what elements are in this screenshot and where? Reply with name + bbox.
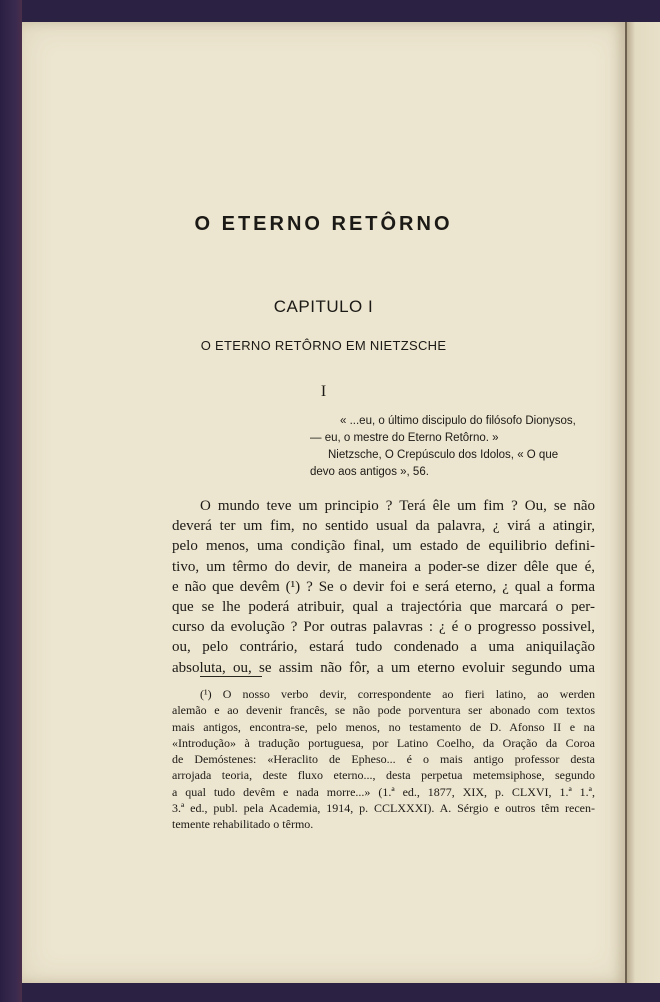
footnote-line: mais antigos, encontra-se, pelo menos, no testamento de D. Afonso II e na <box>172 719 595 734</box>
body-line: absoluta, ou, se assim não fôr, a um eterno evoluir segundo uma <box>172 659 595 676</box>
body-line: que se lhe poderá atribuir, qual a trajectória que marcará o per- <box>172 599 595 616</box>
epigraph-line: Nietzsche, O Crepúsculo dos Idolos, « O que <box>328 449 559 461</box>
epigraph-line: devo aos antigos », 56. <box>310 466 429 478</box>
body-line: ou, pelo contrário, estará tudo condenado a uma aniquilação <box>172 639 595 656</box>
chapter-subtitle: O ETERNO RETÔRNO EM NIETZSCHE <box>200 338 447 353</box>
footnote-line: temente rehabilitado o têrmo. <box>172 817 314 832</box>
footnote-line: 3.ª ed., publ. pela Academia, 1914, p. CCLXXXI). A. Sérgio e outros têm recen- <box>172 801 595 816</box>
epigraph <box>310 413 600 481</box>
section-number: I <box>320 383 327 400</box>
epigraph-line: — eu, o mestre do Eterno Retôrno. » <box>310 432 499 444</box>
body-line: O mundo teve um principio ? Terá êle um fim ? Ou, se não <box>200 498 595 514</box>
body-line: deverá ter um fim, no sentido usual da palavra, ¿ virá a atingir, <box>172 518 595 535</box>
footnote-line: a qual tudo devêm e nada morre...» (1.ª ed., 1877, XIX, p. CLXVI, 1.ª 1.ª, <box>172 784 595 799</box>
chapter-heading: CAPITULO I <box>273 297 374 316</box>
footnote-line: de Demóstenes: «Heraclito de Epheso... é o mais antigo professor desta <box>172 752 595 767</box>
page-title: O ETERNO RETÔRNO <box>194 213 453 235</box>
body-line: tivo, um têrmo do devir, de maneira a poder-se dizer dêle que é, <box>172 558 595 575</box>
footnote-line: arrojada teoria, deste fluxo eterno..., desta perpetua metemsiphose, segundo <box>172 768 595 783</box>
footnote-line: alemão e ao devenir francês, se não pode porventura ser abonado com textos <box>172 703 595 718</box>
body-line: e não que devêm (¹) ? Se o devir foi e será eterno, ¿ qual a forma <box>172 578 595 595</box>
epigraph-line: « ...eu, o último discipulo do filósofo Dionysos, <box>340 415 576 427</box>
footnote <box>172 686 595 833</box>
footnote-divider <box>200 676 262 677</box>
footnote-line: «Introdução» à tradução portuguesa, por Latino Coelho, da Oração da Coroa <box>172 735 595 750</box>
body-paragraph <box>172 496 595 678</box>
adjacent-page-edge <box>627 22 660 983</box>
body-line: pelo menos, uma condição final, um estado de equilibrio defini- <box>172 538 595 555</box>
footnote-line: (¹) O nosso verbo devir, correspondente ao fieri latino, ao werden <box>200 687 595 701</box>
scanner-background-left <box>0 0 22 1002</box>
body-line: curso da evolução ? Por outras palavras : ¿ é o progresso possivel, <box>172 619 595 636</box>
